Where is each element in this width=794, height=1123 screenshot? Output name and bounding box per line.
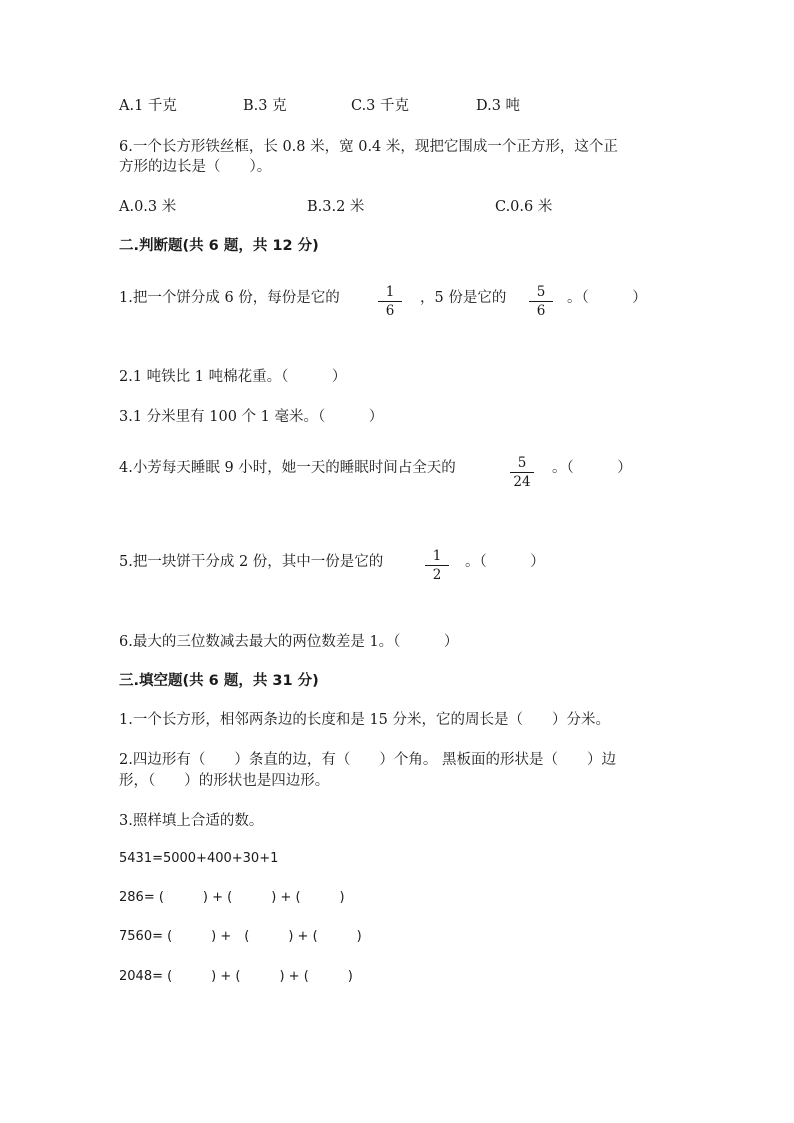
fraction-1-2 — [422, 548, 452, 583]
fraction-numerator: 5 — [510, 455, 534, 473]
q6-option-b: B.3.2 米 — [307, 199, 365, 215]
option-b: B.3 克 — [243, 98, 287, 114]
fill-2-line2: 形，（ ）的形状也是四边形。 — [119, 773, 330, 789]
section-3-title: 三.填空题(共 6 题，共 31 分) — [119, 673, 319, 689]
fill-row-286: 286= ( ) + ( ) + ( ) — [119, 890, 345, 905]
fraction-1-6 — [375, 284, 405, 319]
fraction-numerator: 1 — [378, 284, 402, 302]
section-2-title: 二.判断题(共 6 题，共 12 分) — [119, 238, 319, 254]
fraction-numerator: 5 — [529, 284, 553, 302]
judge-6: 6.最大的三位数减去最大的两位数差是 1。（ ） — [119, 634, 459, 650]
judge-4-text-a: 4.小芳每天睡眠 9 小时，她一天的睡眠时间占全天的 — [119, 460, 456, 476]
fill-1: 1.一个长方形，相邻两条边的长度和是 15 分米，它的周长是（ ）分米。 — [119, 712, 611, 728]
fraction-denominator: 24 — [513, 474, 531, 490]
fill-3: 3.照样填上合适的数。 — [119, 813, 264, 829]
fraction-5-24 — [507, 455, 537, 490]
fill-2-line1: 2.四边形有（ ）条直的边，有（ ）个角。 黑板面的形状是（ ）边 — [119, 752, 616, 768]
example-decomposition: 5431=5000+400+30+1 — [119, 851, 279, 866]
q6-option-a: A.0.3 米 — [119, 199, 177, 215]
question-6-line1: 6.一个长方形铁丝框，长 0.8 米，宽 0.4 米，现把它围成一个正方形，这个正 — [119, 139, 618, 155]
fill-row-2048: 2048= ( ) + ( ) + ( ) — [119, 969, 353, 984]
fraction-denominator: 2 — [432, 567, 442, 583]
fill-row-7560: 7560= ( ) + ( ) + ( ) — [119, 929, 362, 944]
judge-1-text-b: ，5 份是它的 — [420, 290, 507, 306]
judge-5-text-b: 。（ ） — [465, 554, 545, 570]
option-a: A.1 千克 — [119, 98, 177, 114]
fraction-5-6 — [526, 284, 556, 319]
judge-5-text-a: 5.把一块饼干分成 2 份，其中一份是它的 — [119, 554, 384, 570]
option-d: D.3 吨 — [476, 98, 521, 114]
judge-1-text-a: 1.把一个饼分成 6 份，每份是它的 — [119, 290, 340, 306]
fraction-denominator: 6 — [385, 303, 395, 319]
q6-option-c: C.0.6 米 — [495, 199, 553, 215]
fraction-denominator: 6 — [536, 303, 546, 319]
judge-3: 3.1 分米里有 100 个 1 毫米。（ ） — [119, 409, 384, 425]
fraction-numerator: 1 — [425, 548, 449, 566]
judge-2: 2.1 吨铁比 1 吨棉花重。（ ） — [119, 369, 347, 385]
judge-4-text-b: 。（ ） — [552, 460, 632, 476]
question-6-line2: 方形的边长是（ ）。 — [119, 159, 272, 175]
option-c: C.3 千克 — [351, 98, 410, 114]
judge-1-text-c: 。（ ） — [567, 290, 647, 306]
